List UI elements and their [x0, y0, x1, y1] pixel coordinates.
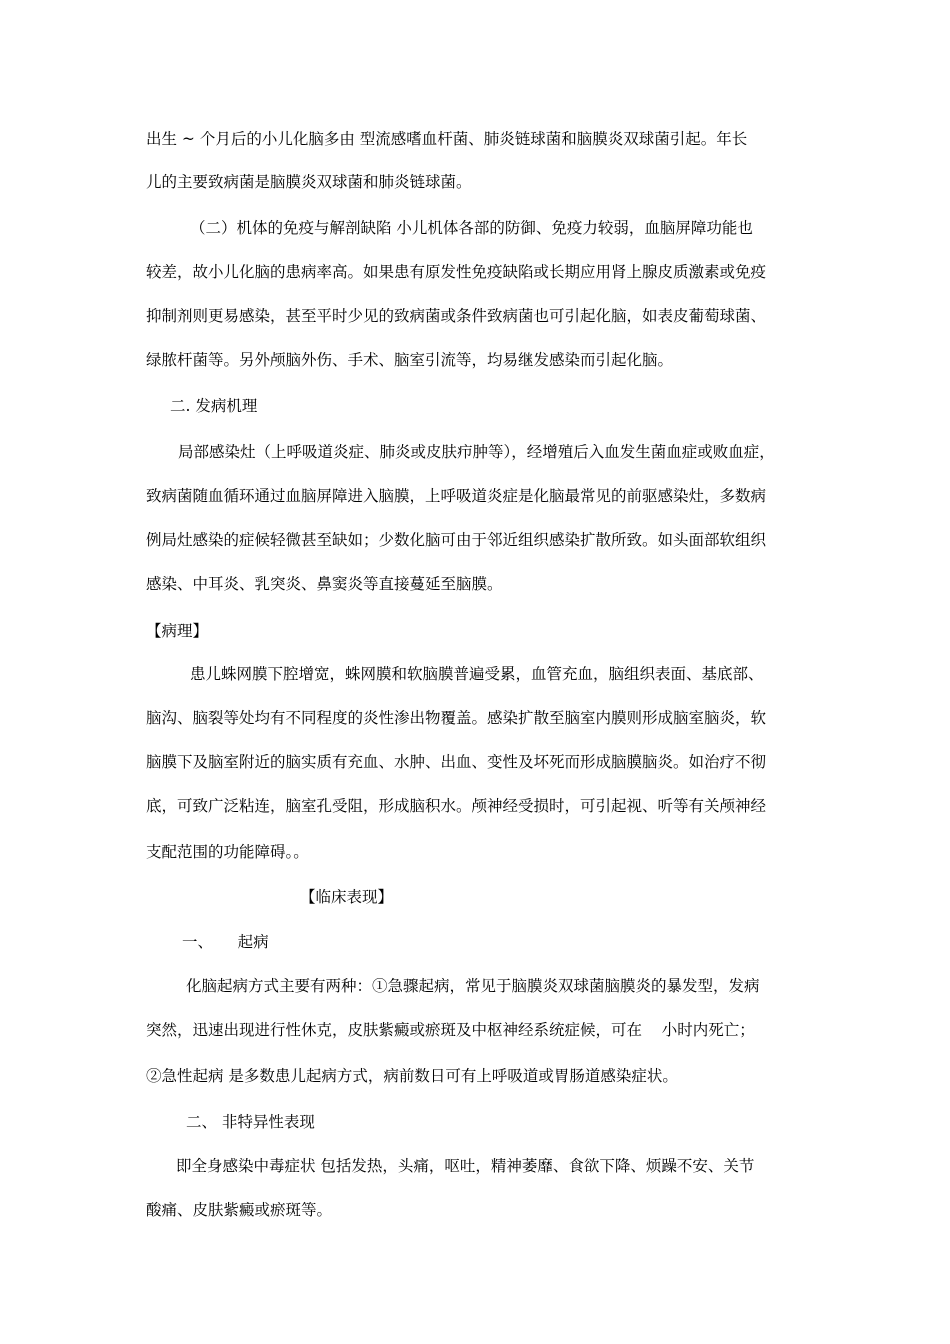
text-line: 即全身感染中毒症状 包括发热，头痛，呕吐，精神萎靡、食欲下降、烦躁不安、关节 — [176, 1157, 755, 1175]
text-line: 例局灶感染的症候轻微甚至缺如；少数化脑可由于邻近组织感染扩散所致。如头面部软组织 — [146, 531, 767, 549]
section-heading: 【病理】 — [146, 622, 209, 640]
text-line: 致病菌随血循环通过血脑屏障进入脑膜，上呼吸道炎症是化脑最常见的前驱感染灶，多数病 — [146, 487, 767, 505]
text-line: 抑制剂则更易感染，甚至平时少见的致病菌或条件致病菌也可引起化脑，如表皮葡萄球菌、 — [146, 307, 767, 325]
text-line: 较差，故小儿化脑的患病率高。如果患有原发性免疫缺陷或长期应用肾上腺皮质激素或免疫 — [146, 263, 767, 281]
text-line: 感染、中耳炎、乳突炎、鼻窦炎等直接蔓延至脑膜。 — [146, 575, 503, 593]
text-line: 出生 ~ 个月后的小儿化脑多由 型流感嗜血杆菌、肺炎链球菌和脑膜炎双球菌引起。年长 — [146, 130, 748, 148]
text-line: 儿的主要致病菌是脑膜炎双球菌和肺炎链球菌。 — [146, 173, 472, 191]
text-line: ②急性起病 是多数患儿起病方式，病前数日可有上呼吸道或胃肠道感染症状。 — [146, 1067, 678, 1085]
text-line: 脑沟、脑裂等处均有不同程度的炎性渗出物覆盖。感染扩散至脑室内膜则形成脑室脑炎，软 — [146, 709, 767, 727]
text-line: 酸痛、皮肤紫癜或瘀斑等。 — [146, 1201, 333, 1219]
text-line: 底，可致广泛粘连，脑室孔受阻，形成脑积水。颅神经受损时，可引起视、听等有关颅神经 — [146, 797, 767, 815]
text-line: 绿脓杆菌等。另外颅脑外伤、手术、脑室引流等，均易继发感染而引起化脑。 — [146, 351, 674, 369]
text-line: 突然，迅速出现进行性休克，皮肤紫癜或瘀斑及中枢神经系统症候，可在 小时内死亡； — [146, 1021, 755, 1039]
subsection-heading: 二、 非特异性表现 — [186, 1113, 315, 1131]
subsection-heading: 一、 起病 — [182, 933, 269, 951]
text-line: （二）机体的免疫与解剖缺陷 小儿机体各部的防御、免疫力较弱，血脑屏障功能也 — [190, 219, 753, 237]
section-heading: 二. 发病机理 — [170, 397, 258, 415]
text-line: 脑膜下及脑室附近的脑实质有充血、水肿、出血、变性及坏死而形成脑膜脑炎。如治疗不彻 — [146, 753, 767, 771]
text-line: 局部感染灶（上呼吸道炎症、肺炎或皮肤疖肿等），经增殖后入血发生菌血症或败血症， — [178, 443, 775, 461]
text-line: 支配范围的功能障碍。。 — [146, 843, 309, 861]
text-line: 患儿蛛网膜下腔增宽，蛛网膜和软脑膜普遍受累，血管充血，脑组织表面、基底部、 — [190, 665, 764, 683]
text-line: 化脑起病方式主要有两种：①急骤起病，常见于脑膜炎双球菌脑膜炎的暴发型，发病 — [186, 977, 760, 995]
section-heading: 【临床表现】 — [300, 888, 394, 906]
